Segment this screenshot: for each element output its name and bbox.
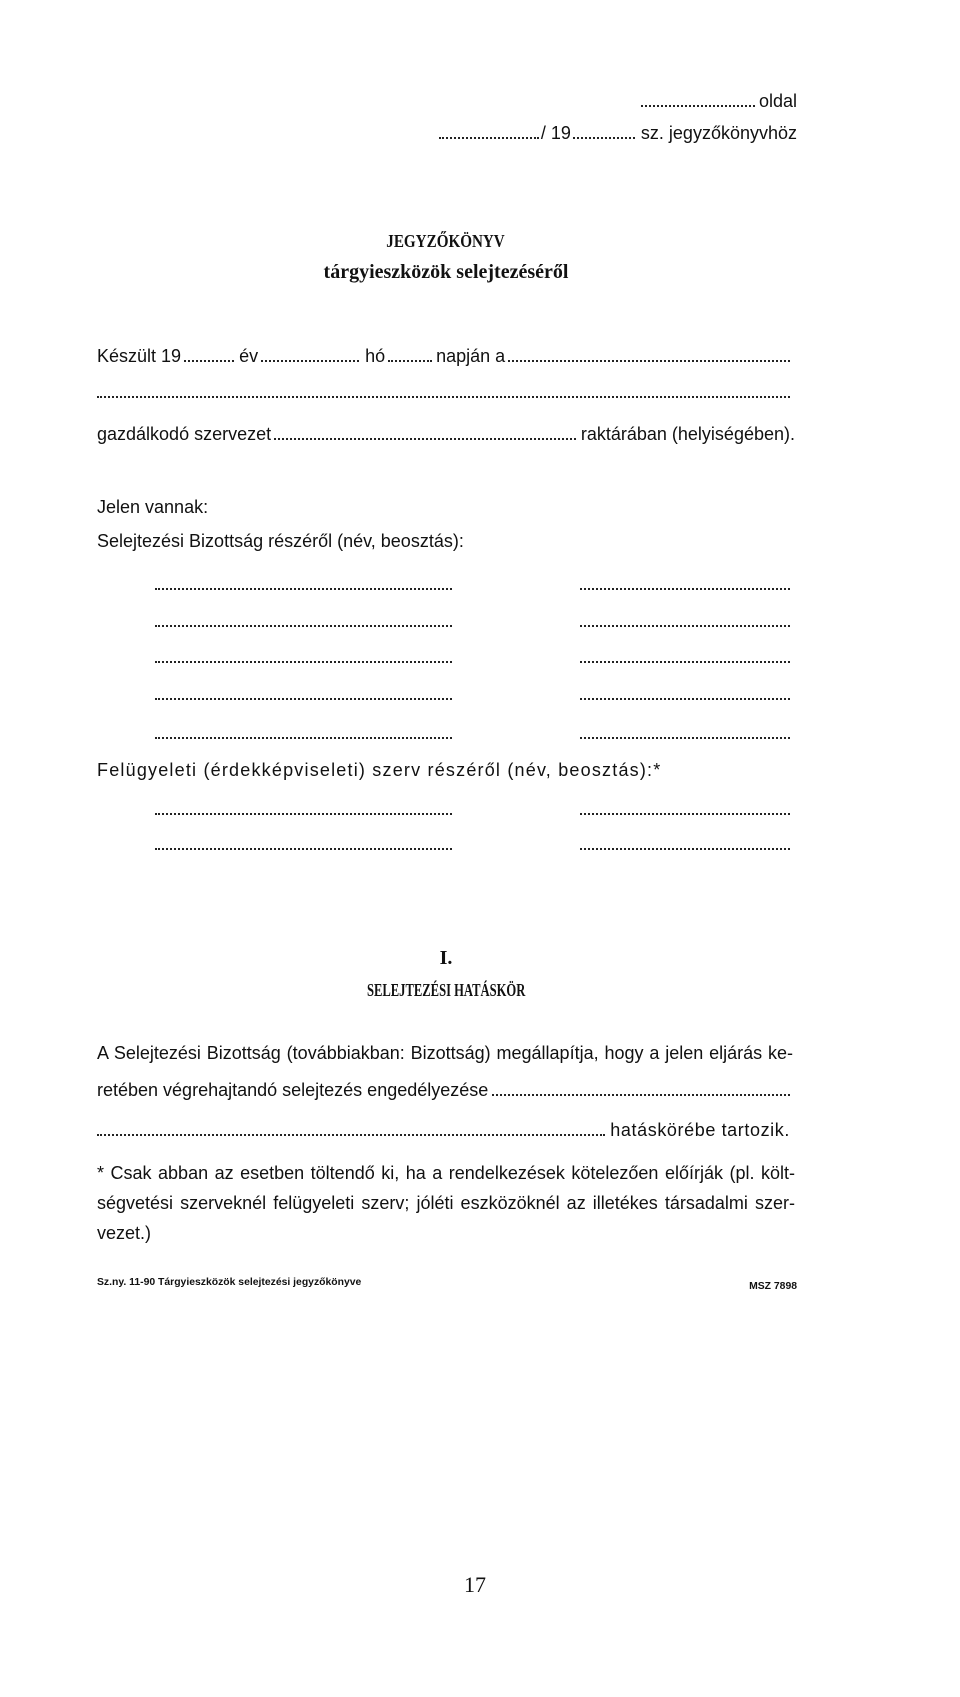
location-label: raktárában (helyiségében). xyxy=(580,424,795,444)
blank-field xyxy=(580,848,790,850)
blank-field xyxy=(580,737,790,739)
blank-field xyxy=(155,698,452,700)
footnote-line: vezet.) xyxy=(97,1223,152,1243)
blank-field xyxy=(580,661,790,663)
footnote-line: ségvetési szerveknél felügyeleti szerv; jóléti eszközöknél az illetékes társadalmi szer- xyxy=(97,1193,795,1213)
minutes-reference-line xyxy=(97,122,797,144)
blank-field xyxy=(155,625,452,627)
blank-field xyxy=(97,396,790,398)
blank-field xyxy=(155,813,452,815)
paragraph-line xyxy=(97,1079,790,1101)
page-number: 17 xyxy=(464,1572,486,1597)
organization-label: gazdálkodó szervezet xyxy=(97,424,272,444)
blank-field xyxy=(580,625,790,627)
minutes-separator: / 19 xyxy=(540,123,571,143)
document-subtitle: tárgyieszközök selejtezéséről xyxy=(323,261,569,283)
paragraph-text: retében végrehajtandó selejtezés engedélyezése xyxy=(97,1080,489,1100)
blank-field xyxy=(261,360,359,362)
blank-field xyxy=(580,698,790,700)
form-identifier: Sz.ny. 11-90 Tárgyieszközök selejtezési jegyzőkönyve xyxy=(97,1277,362,1288)
blank-field xyxy=(184,360,234,362)
section-heading-row xyxy=(97,979,795,1001)
paragraph-line xyxy=(97,1119,790,1141)
blank-field xyxy=(580,588,790,590)
month-label: hó xyxy=(365,346,386,366)
title-row xyxy=(97,230,795,252)
blank-field xyxy=(274,438,576,440)
blank-field xyxy=(492,1094,790,1096)
blank-field xyxy=(155,661,452,663)
organization-line xyxy=(97,423,795,445)
paragraph-text: hatáskörébe tartozik. xyxy=(610,1120,790,1140)
blank-field xyxy=(155,848,452,850)
page-reference-line xyxy=(97,90,797,112)
document-title: JEGYZŐKÖNYV xyxy=(386,231,506,251)
blank-field xyxy=(155,588,452,590)
attendees-heading: Jelen vannak: xyxy=(97,497,209,517)
blank-field xyxy=(641,105,755,107)
blank-field xyxy=(155,737,452,739)
day-label: napján a xyxy=(436,346,506,366)
blank-field xyxy=(439,137,539,139)
minutes-label: sz. jegyzőkönyvhöz xyxy=(640,123,797,143)
blank-field xyxy=(508,360,790,362)
blank-field xyxy=(573,137,635,139)
date-place-line xyxy=(97,345,790,367)
footnote-line: * Csak abban az esetben töltendő ki, ha a rendelkezések kötelezően előírják (pl. költ- xyxy=(97,1163,795,1183)
section-heading: SELEJTEZÉSI HATÁSKÖR xyxy=(366,980,526,1000)
year-label: év xyxy=(239,346,259,366)
blank-field xyxy=(580,813,790,815)
blank-field xyxy=(97,1134,605,1136)
section-number: I. xyxy=(439,947,453,969)
prepared-label: Készült 19 xyxy=(97,346,182,366)
section-number-row xyxy=(97,947,795,969)
page-label: oldal xyxy=(758,91,797,111)
supervisory-label: Felügyeleti (érdekképviseleti) szerv részéről (név, beosztás):* xyxy=(97,760,662,780)
subtitle-row xyxy=(97,261,795,283)
paragraph-line: A Selejtezési Bizottság (továbbiakban: Bizottság) megállapítja, hogy a jelen eljárás ke- xyxy=(97,1043,793,1063)
blank-field xyxy=(388,360,432,362)
standard-number: MSZ 7898 xyxy=(749,1281,797,1292)
committee-label: Selejtezési Bizottság részéről (név, beosztás): xyxy=(97,531,464,551)
